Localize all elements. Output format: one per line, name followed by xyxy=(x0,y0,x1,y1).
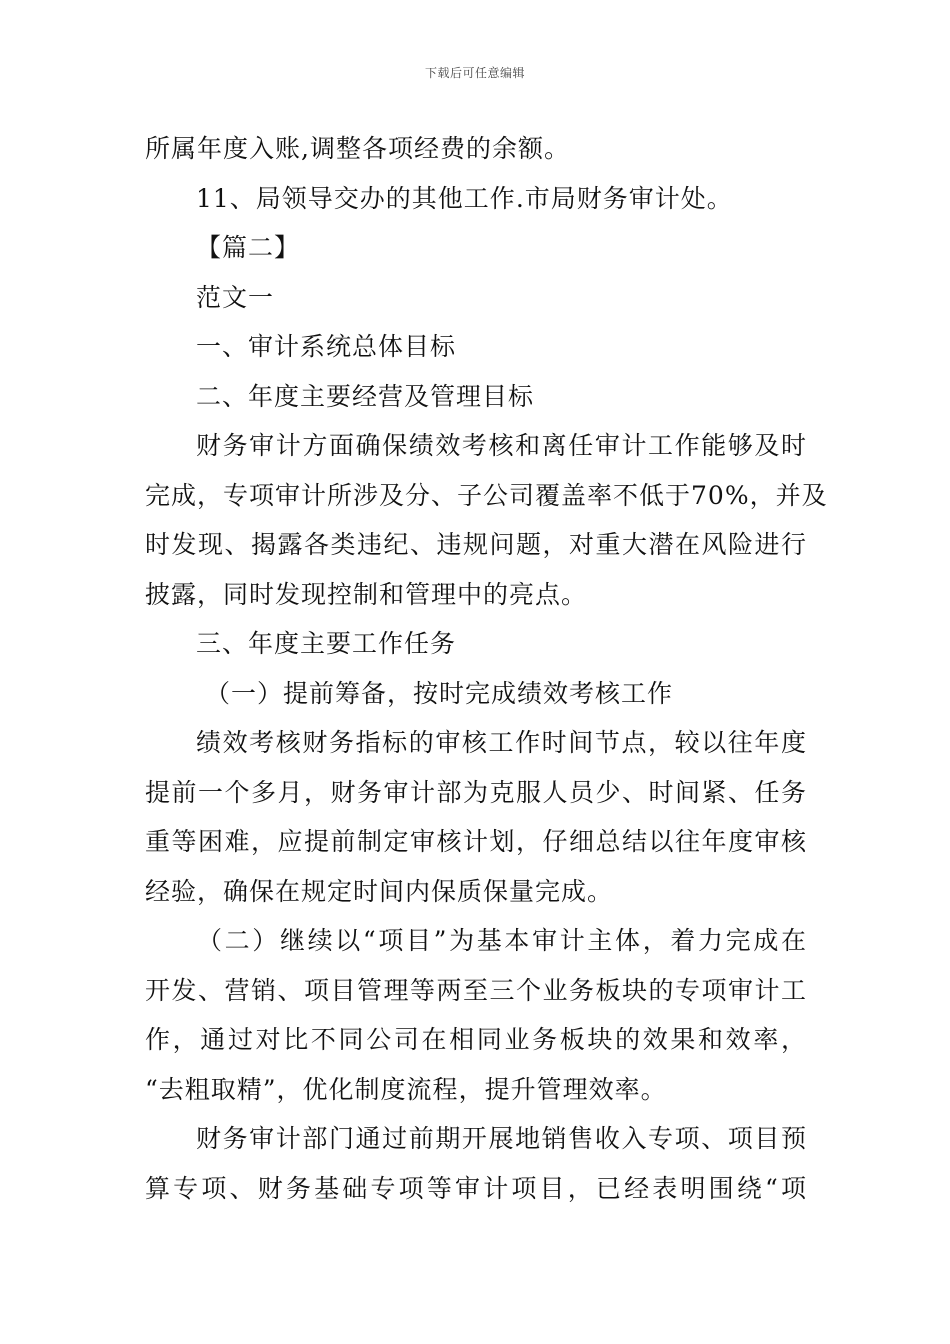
paragraph-line: 算专项、财务基础专项等审计项目，已经表明围绕“项 xyxy=(145,1173,807,1203)
paragraph-line: 开发、营销、项目管理等两至三个业务板块的专项审计工 xyxy=(145,975,807,1005)
section-heading: 【篇二】 xyxy=(196,233,301,262)
paragraph-line: 绩效考核财务指标的审核工作时间节点，较以往年度 xyxy=(196,728,807,757)
paragraph-line: 披露，同时发现控制和管理中的亮点。 xyxy=(145,579,588,609)
page-header: 下载后可任意编辑 xyxy=(424,66,525,80)
subsection-heading: （一）提前筹备，按时完成绩效考核工作 xyxy=(205,678,674,708)
paragraph-line: 作，通过对比不同公司在相同业务板块的效果和效率， xyxy=(145,1025,807,1054)
section-heading: 二、年度主要经营及管理目标 xyxy=(196,381,535,411)
paragraph-line: 经验，确保在规定时间内保质保量完成。 xyxy=(145,876,614,906)
paragraph-line: 重等困难，应提前制定审核计划，仔细总结以往年度审核 xyxy=(145,827,807,856)
text-line: 所属年度入账,调整各项经费的余额。 xyxy=(145,134,570,163)
paragraph-line: 提前一个多月，财务审计部为克服人员少、时间紧、任务 xyxy=(145,777,807,807)
paragraph-line: 完成，专项审计所涉及分、子公司覆盖率不低于70%，并及 xyxy=(145,480,828,510)
paragraph-line: 时发现、揭露各类违纪、违规问题，对重大潜在风险进行 xyxy=(145,530,807,559)
paragraph-line: 财务审计部门通过前期开展地销售收入专项、项目预 xyxy=(196,1124,807,1153)
text-line: 11、局领导交办的其他工作.市局财务审计处。 xyxy=(196,183,733,213)
section-heading: 三、年度主要工作任务 xyxy=(196,629,457,658)
subsection-heading: （二）继续以“项目”为基本审计主体，着力完成在 xyxy=(197,926,807,955)
document-body xyxy=(145,124,828,1213)
section-heading: 范文一 xyxy=(196,282,275,312)
paragraph-line: “去粗取精”，优化制度流程，提升管理效率。 xyxy=(145,1074,667,1104)
section-heading: 一、审计系统总体目标 xyxy=(196,332,457,361)
paragraph-line: 财务审计方面确保绩效考核和离任审计工作能够及时 xyxy=(196,431,807,460)
